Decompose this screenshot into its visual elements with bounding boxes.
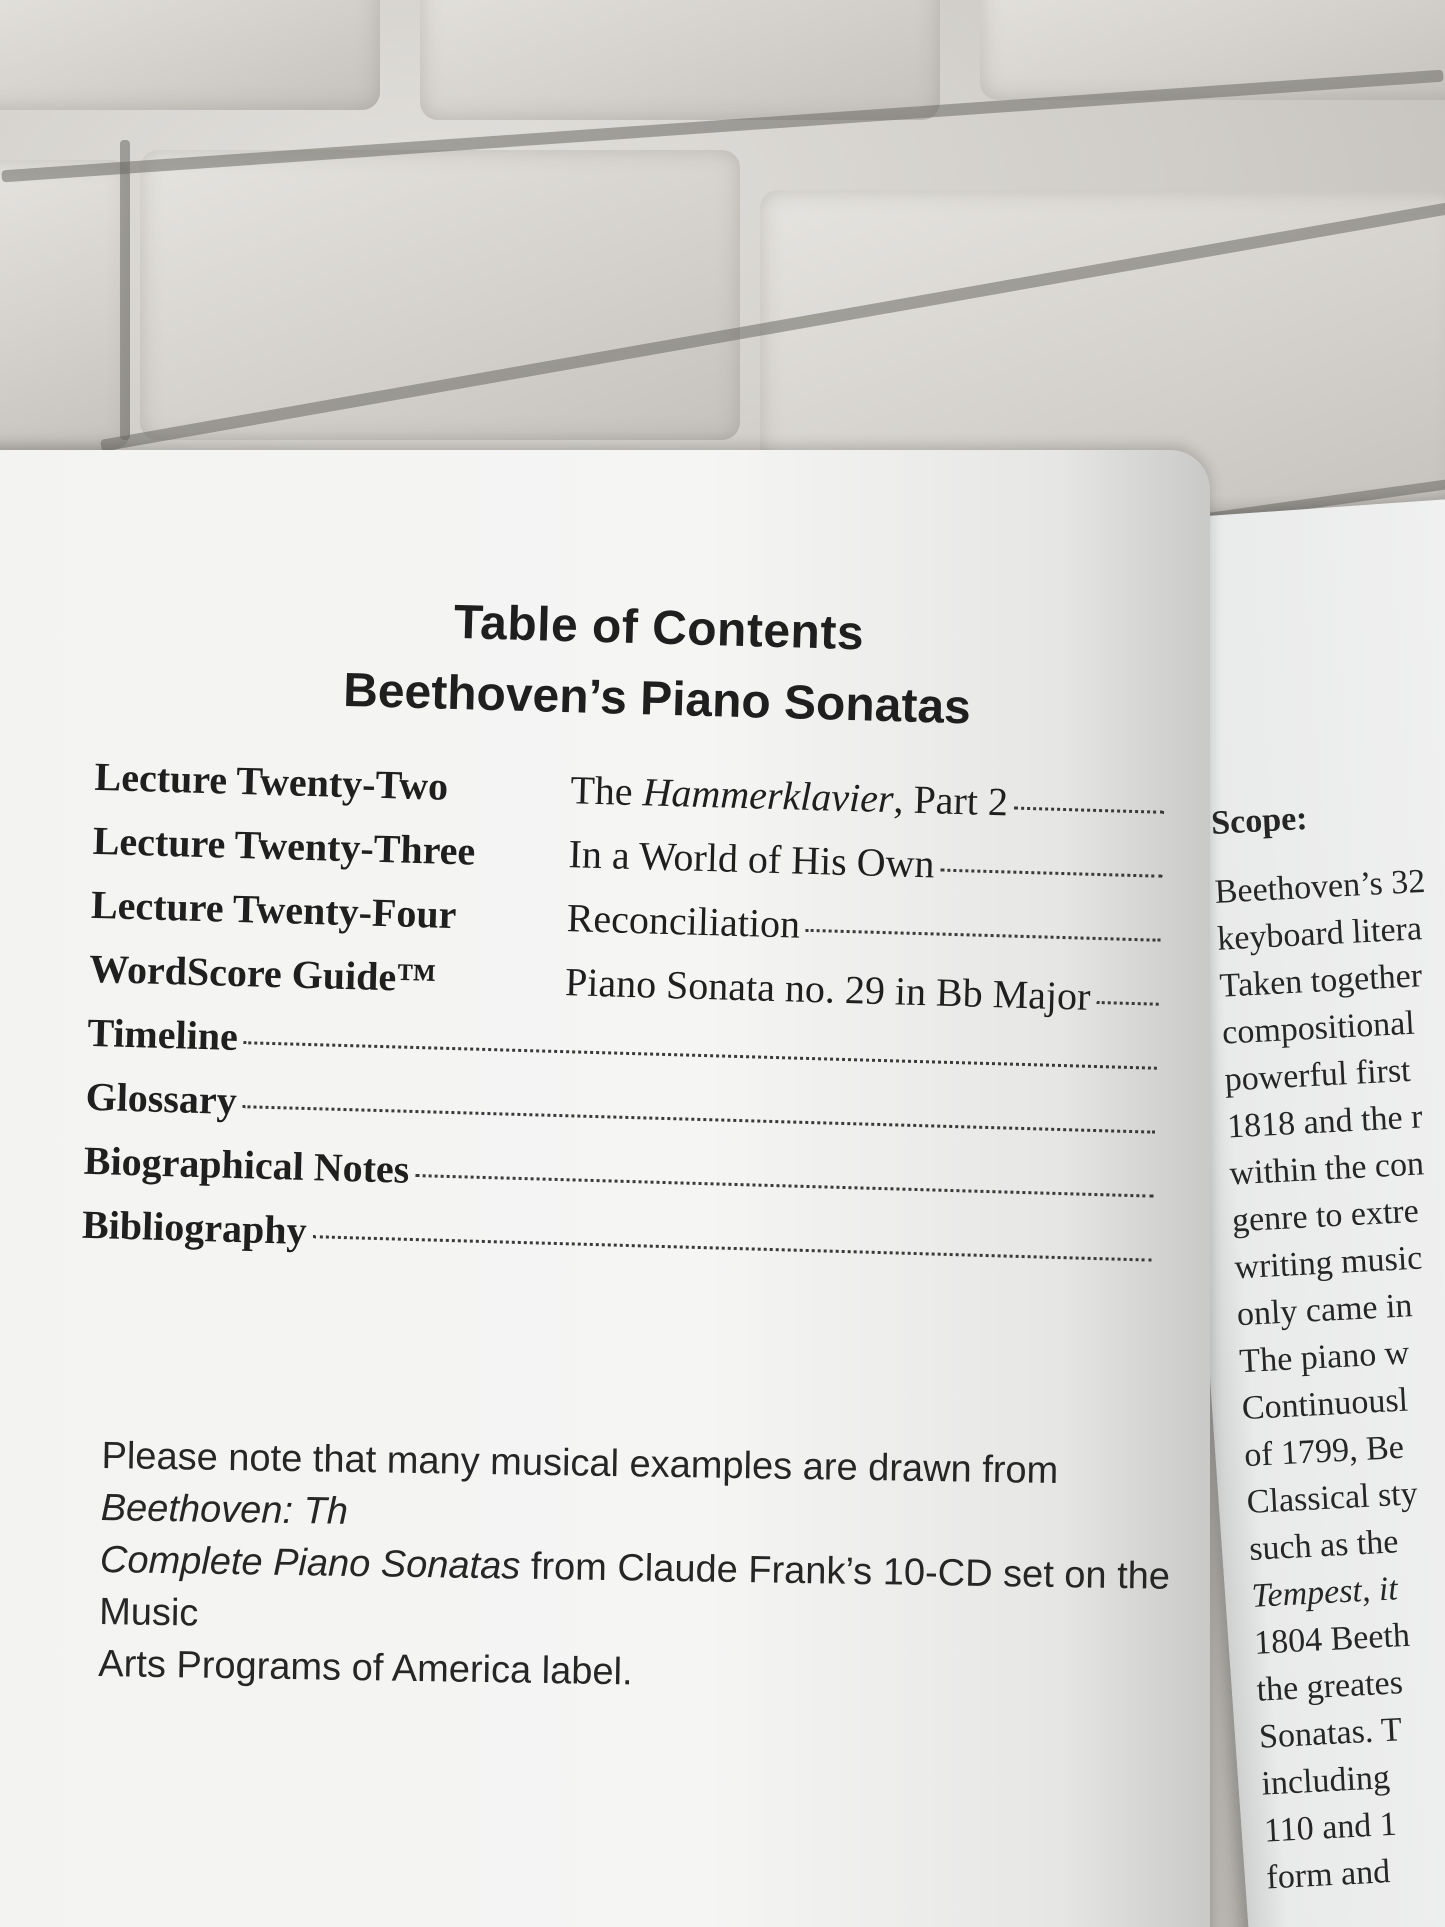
scope-line: within the con xyxy=(1228,1145,1425,1193)
toc-entry-label: WordScore Guide™ xyxy=(88,945,437,1001)
scope-line: Beethoven’s 32 xyxy=(1213,862,1427,911)
scope-line: Continuousl xyxy=(1240,1381,1409,1428)
scope-line: writing music xyxy=(1233,1239,1424,1287)
scope-line: powerful first xyxy=(1223,1051,1412,1099)
scope-line: including xyxy=(1260,1758,1391,1803)
scope-line: 110 and 1 xyxy=(1263,1805,1398,1850)
brick xyxy=(140,150,740,440)
brick xyxy=(0,160,130,450)
toc-section-label: Bibliography xyxy=(81,1201,308,1254)
scope-line: Sonatas. T xyxy=(1258,1711,1403,1756)
scope-line: Taken together xyxy=(1218,957,1423,1005)
toc-entry-label: Lecture Twenty-Four xyxy=(90,881,458,938)
toc-entry-title: In a World of His Own xyxy=(568,831,936,887)
brick xyxy=(0,0,380,110)
brick xyxy=(420,0,940,120)
leader-dots xyxy=(415,1174,1153,1198)
toc-entry-label: Lecture Twenty-Three xyxy=(92,817,476,874)
scope-line: the greates xyxy=(1255,1664,1404,1709)
scope-line: such as the xyxy=(1248,1523,1400,1568)
toc-entry-title: Piano Sonata no. 29 in Bb Major xyxy=(564,959,1092,1019)
toc-entry-title: The Hammerklavier, Part 2 xyxy=(569,767,1009,825)
musical-examples-note: Please note that many musical examples are drawn from Beethoven: Th Complete Piano Sonatas from Claude Frank’s 10-CD set on the Music Arts Programs of America label. xyxy=(97,1434,1171,1694)
leader-dots xyxy=(244,1041,1157,1070)
scope-line: Classical sty xyxy=(1245,1475,1419,1522)
mortar-line xyxy=(120,140,130,440)
toc-entries xyxy=(81,753,1195,1296)
scope-line: genre to extre xyxy=(1231,1192,1420,1240)
toc-section-label: Glossary xyxy=(85,1073,238,1124)
toc-entry-title: Reconciliation xyxy=(566,895,801,947)
scope-line: form and xyxy=(1265,1853,1391,1897)
leader-dots xyxy=(806,929,1161,942)
scope-line: The piano w xyxy=(1238,1334,1411,1381)
scope-heading: Scope: xyxy=(1210,799,1309,842)
scope-line: 1818 and the r xyxy=(1226,1098,1424,1146)
toc-section-label: Timeline xyxy=(86,1009,239,1060)
leader-dots xyxy=(312,1235,1151,1261)
leader-dots xyxy=(243,1105,1156,1133)
toc-title: Table of Contents xyxy=(453,595,865,661)
toc-subtitle: Beethoven’s Piano Sonatas xyxy=(342,663,972,735)
leader-dots xyxy=(1096,1001,1159,1006)
scope-line: 1804 Beeth xyxy=(1253,1616,1411,1662)
leader-dots xyxy=(1014,807,1164,814)
scope-line: only came in xyxy=(1236,1287,1414,1334)
toc-entry-label: Lecture Twenty-Two xyxy=(94,753,449,809)
leader-dots xyxy=(940,869,1162,878)
table-of-contents xyxy=(81,585,1200,1295)
scope-line: compositional xyxy=(1221,1004,1416,1052)
scope-line: keyboard litera xyxy=(1216,910,1423,958)
scope-line: Tempest, it xyxy=(1250,1570,1399,1615)
toc-section-label: Biographical Notes xyxy=(83,1137,410,1192)
scope-line: of 1799, Be xyxy=(1243,1428,1405,1475)
